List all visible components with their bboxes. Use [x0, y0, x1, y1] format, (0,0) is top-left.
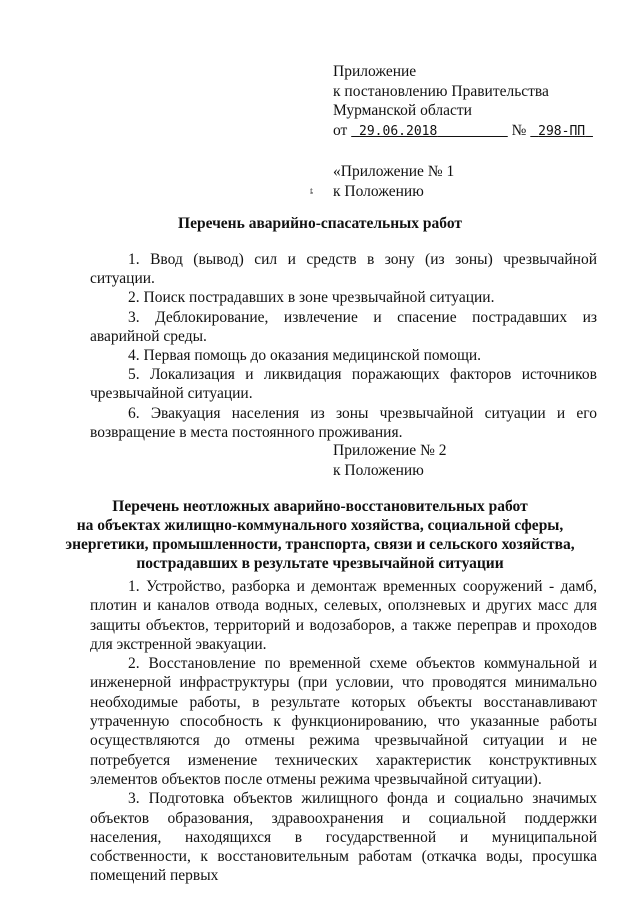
number-prefix: № — [511, 121, 527, 139]
section-title: Перечень аварийно-спасательных работ — [178, 215, 462, 232]
header-date-number-line — [333, 121, 593, 141]
title-line: Перечень неотложных аварийно-восстановительных работ — [112, 498, 528, 515]
resolution-number: 298-ПП — [538, 123, 586, 139]
section-title — [40, 497, 600, 573]
list-item: 3. Подготовка объектов жилищного фонда и социально значимых объектов образования, здравоохранения и социальной поддержки населения, находящихся в государственной и муниципальной собственности, к восстановительным работам (откачка воды, просушка помещений первых — [90, 790, 597, 885]
scan-artifact: ȶ — [310, 186, 314, 197]
header-line: «Приложение № 1 — [333, 163, 455, 180]
header-line: к Положению — [333, 182, 424, 200]
list-item: 1. Устройство, разборка и демонтаж временных сооружений - дамб, плотин и каналов отвода водных, селевых, оползневых и других масс для защиты объектов, территорий и водозаборов, а также переправ и проходов для экстренной эвакуации. — [90, 578, 597, 653]
resolution-date: 29.06.2018 — [359, 123, 438, 139]
list-item: 6. Эвакуация населения из зоны чрезвычайной ситуации и его возвращение в места постоянного проживания. — [90, 404, 597, 441]
list-item: 1. Ввод (вывод) сил и средств в зону (из зоны) чрезвычайной ситуации. — [90, 251, 597, 288]
appendix-header-resolution — [333, 62, 593, 140]
appendix-header-1 — [333, 162, 454, 201]
list-item: 4. Первая помощь до оказания медицинской помощи. — [128, 347, 482, 365]
header-line: Мурманской области — [333, 102, 472, 119]
list-item: 3. Деблокирование, извлечение и спасение пострадавших из аварийной среды. — [90, 308, 597, 345]
title-line: пострадавших в результате чрезвычайной ситуации — [136, 555, 504, 572]
date-prefix: от — [333, 121, 348, 139]
header-line: к постановлению Правительства — [333, 82, 549, 100]
title-line: на объектах жилищно-коммунального хозяйства, социальной сферы, — [76, 517, 564, 534]
title-line: энергетики, промышленности, транспорта, связи и сельского хозяйства, — [65, 536, 575, 553]
restoration-works-list — [90, 577, 597, 886]
list-item: 5. Локализация и ликвидация поражающих факторов источников чрезвычайной ситуации. — [90, 366, 597, 403]
header-line: Приложение № 2 — [333, 442, 447, 459]
list-item: 2. Восстановление по временной схеме объектов коммунальной и инженерной инфраструктуры (при условии, что проводятся минимально необходимые работы, в результате которых объекты восстанавливают утраченную способность к функционированию, что указанные работы осуществляются до отмены режима чрезвычайной ситуации и не потребуется изменение технических характеристик конструктивных элементов объектов после отмены режима чрезвычайной ситуации). — [90, 655, 597, 788]
appendix-header-2 — [333, 441, 446, 480]
list-item: 2. Поиск пострадавших в зоне чрезвычайной ситуации. — [128, 289, 495, 307]
header-line: к Положению — [333, 461, 424, 479]
rescue-works-list — [90, 250, 597, 442]
header-line: Приложение — [333, 63, 417, 80]
